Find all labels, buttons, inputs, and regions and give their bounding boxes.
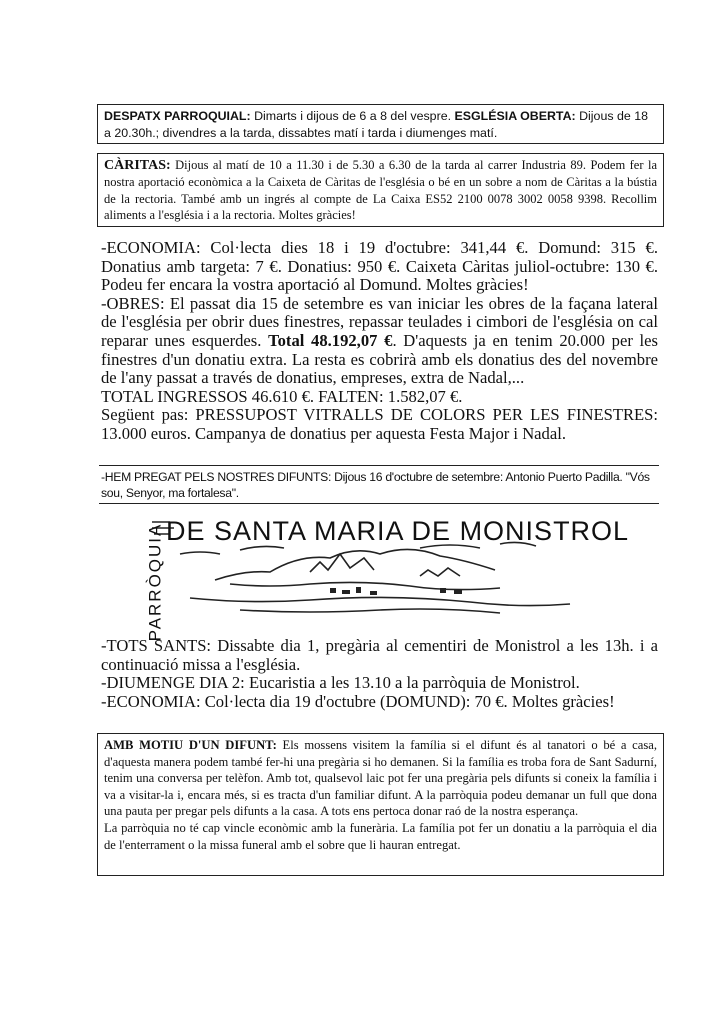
diumenge-paragraph: -DIUMENGE DIA 2: Eucaristia a les 13.10 a la parròquia de Monistrol. [101,673,580,693]
economia-paragraph: -ECONOMIA: Col·lecta dies 18 i 19 d'octubre: 341,44 €. Domund: 315 €. Donatius amb targeta: 7 €. Donatius: 950 €. Caixeta Càritas juliol-octubre: 130 €. Podeu fer encara la vostra aportació al Domund. Moltes gràcies! [101,238,658,295]
divider-bottom [99,503,659,504]
despatx-label: DESPATX PARROQUIAL: [104,109,251,123]
difunt-box [97,733,664,876]
seguent-pas: Següent pas: PRESSUPOST VITRALLS DE COLORS PER LES FINESTRES: 13.000 euros. Campanya de donatius per aquesta Festa Major i Nadal. [101,405,658,443]
economia2-paragraph: -ECONOMIA: Col·lecta dia 19 d'octubre (DOMUND): 70 €. Moltes gràcies! [101,691,615,711]
obres-total: Total 48.192,07 € [268,330,393,350]
divider-top [99,465,659,466]
despatx-box [97,104,664,144]
difunts-note: -HEM PREGAT PELS NOSTRES DIFUNTS: Dijous 16 d'octubre de setembre: Antonio Puerto Padilla. "Vós sou, Senyor, ma fortalesa". [101,470,650,500]
parish-logo [120,514,630,642]
tots-sants-paragraph: -TOTS SANTS: Dissabte dia 1, pregària al cementiri de Monistrol a les 13h. i a continuació missa a l'església. [101,636,658,674]
esglesia-oberta-hours: Dijous de 18 a 20.30h.; divendres a la tarda, dissabtes matí i tarda i diumenges matí. [104,109,648,140]
total-ingressos: TOTAL INGRESSOS 46.610 €. FALTEN: 1.582,07 €. [101,386,463,406]
logo-side-text: PARRÒQUIA [145,522,165,642]
difunt-label: AMB MOTIU D'UN DIFUNT: [104,738,277,752]
logo-title: DE SANTA MARIA DE MONISTROL [166,516,630,546]
obres-paragraph: -OBRES: El passat dia 15 de setembre es van iniciar les obres de la façana lateral de l'església per obrir dues finestres, repassar teulades i cimbori de l'església on cal reparar unes esquerdes. Total 48.192,07 €. D'aquests ja en tenim 20.000 per les finestres d'un donatiu extra. La resta es cobrirà amb els donatius des del novembre de l'any passat a través de donatius, empreses, extra de Nadal,... [101,293,658,388]
section-tots-sants [101,637,658,711]
difunt-paragraph-2: La parròquia no té cap vincle econòmic amb la funerària. La família pot fer un donatiu a la parròquia el dia de l'enterrament o la missa funeral amb el sobre que li hauran entregat. [104,820,657,852]
despatx-hours: Dimarts i dijous de 6 a 8 del vespre. [250,109,455,123]
caritas-text: Dijous al matí de 10 a 11.30 i de 5.30 a 6.30 de la tarda al carrer Industria 89. Podem fer la nostra aportació econòmica a la Caixeta de Càritas de l'església o bé en un sobre a nom de Càritas a la bústia de la rectoria. També amb un ingrés al compte de La Caixa ES52 2100 0078 3002 0058 9398. Recollim aliments a l'església i a la rectoria. Moltes gràcies! [104,158,657,223]
esglesia-oberta-label: ESGLÉSIA OBERTA: [454,109,576,123]
section-economia-obres [101,239,658,444]
difunt-paragraph-1: AMB MOTIU D'UN DIFUNT: Els mossens visitem la família si el difunt és al tanatori o bé a casa, d'aquesta manera podem també fer-hi una pregària si ho demanen. Si la família es troba fora de Sant Sadurní, tenim una conversa per telèfon. Amb tot, qualsevol laic pot fer una pregària pels difunts si coneix la família i va a visitar-la i, encara més, si es tracta d'un familiar difunt. A la parròquia podeu demanar un full que dona una pauta per pregar pels difunts a la casa. A tots ens pertoca donar raó de la nostra esperança. [104,738,658,819]
caritas-box [97,153,664,227]
caritas-label: CÀRITAS: [104,158,171,173]
